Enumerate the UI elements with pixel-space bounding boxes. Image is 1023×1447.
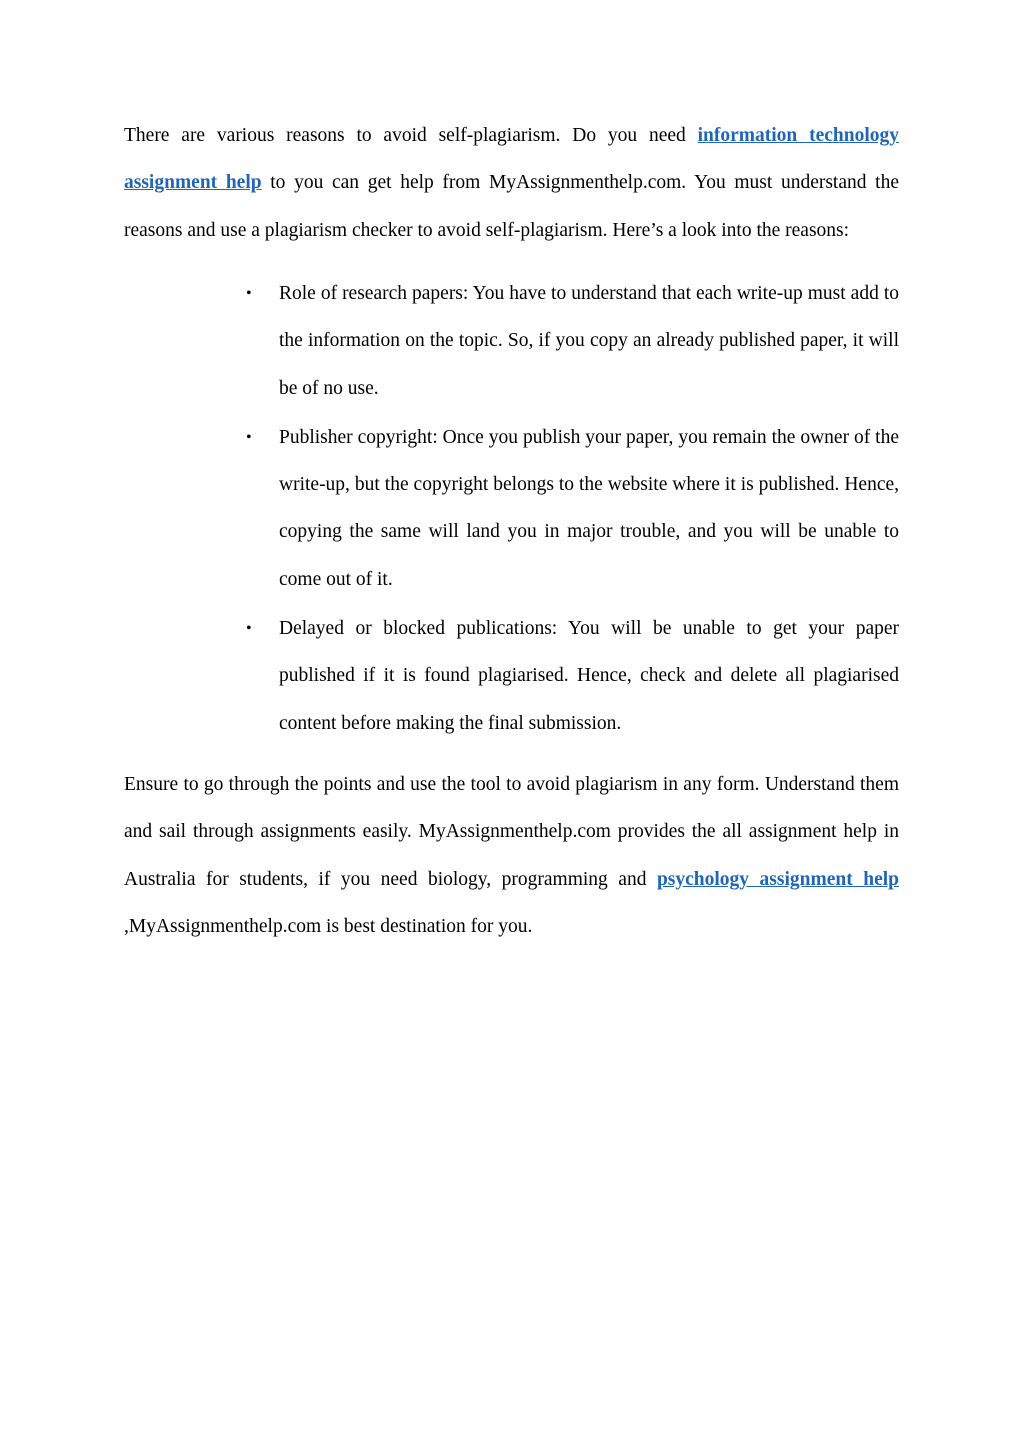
bullet-icon: •: [246, 285, 252, 302]
outro-paragraph: [124, 761, 899, 950]
list-item-research-papers: [246, 270, 899, 412]
intro-text-before-link: There are various reasons to avoid self-plagiarism. Do you need: [124, 125, 698, 146]
intro-paragraph: [124, 112, 899, 254]
list-item-text: Publisher copyright: Once you publish your paper, you remain the owner of the write-up, but the copyright belongs to the website where it is published. Hence, copying the same will land you in major trouble, and you will be unable to come out of it.: [279, 426, 899, 590]
list-item-text: Delayed or blocked publications: You will be unable to get your paper published if it is found plagiarised. Hence, check and delete all plagiarised content before making the final submission.: [279, 618, 899, 734]
list-item-delayed-publications: [246, 605, 899, 747]
list-item-publisher-copyright: [246, 414, 899, 603]
intro-text-after-link: to you can get help from MyAssignmenthelp.com. You must understand the reasons and use a plagiarism checker to avoid self-plagiarism. Here’s a look into the reasons:: [124, 172, 899, 241]
psychology-assignment-help-link[interactable]: psychology assignment help: [656, 868, 899, 890]
reasons-list: [246, 270, 899, 749]
outro-text-after-link: ,MyAssignmenthelp.com is best destination for you.: [124, 915, 533, 937]
bullet-icon: •: [246, 620, 252, 638]
list-item-text: Role of research papers: You have to understand that each write-up must add to the information on the topic. So, if you copy an already published paper, it will be of no use.: [279, 283, 899, 399]
outro-text-before-link: Ensure to go through the points and use the tool to avoid plagiarism in any form. Understand them and sail through assignments easily. MyAssignmenthelp.com provides the all assignment help in Australia for students, if you need biology, programming and: [124, 774, 899, 890]
information-technology-assignment-help-link[interactable]: information technology assignment help: [124, 125, 900, 194]
bullet-icon: •: [246, 428, 252, 446]
